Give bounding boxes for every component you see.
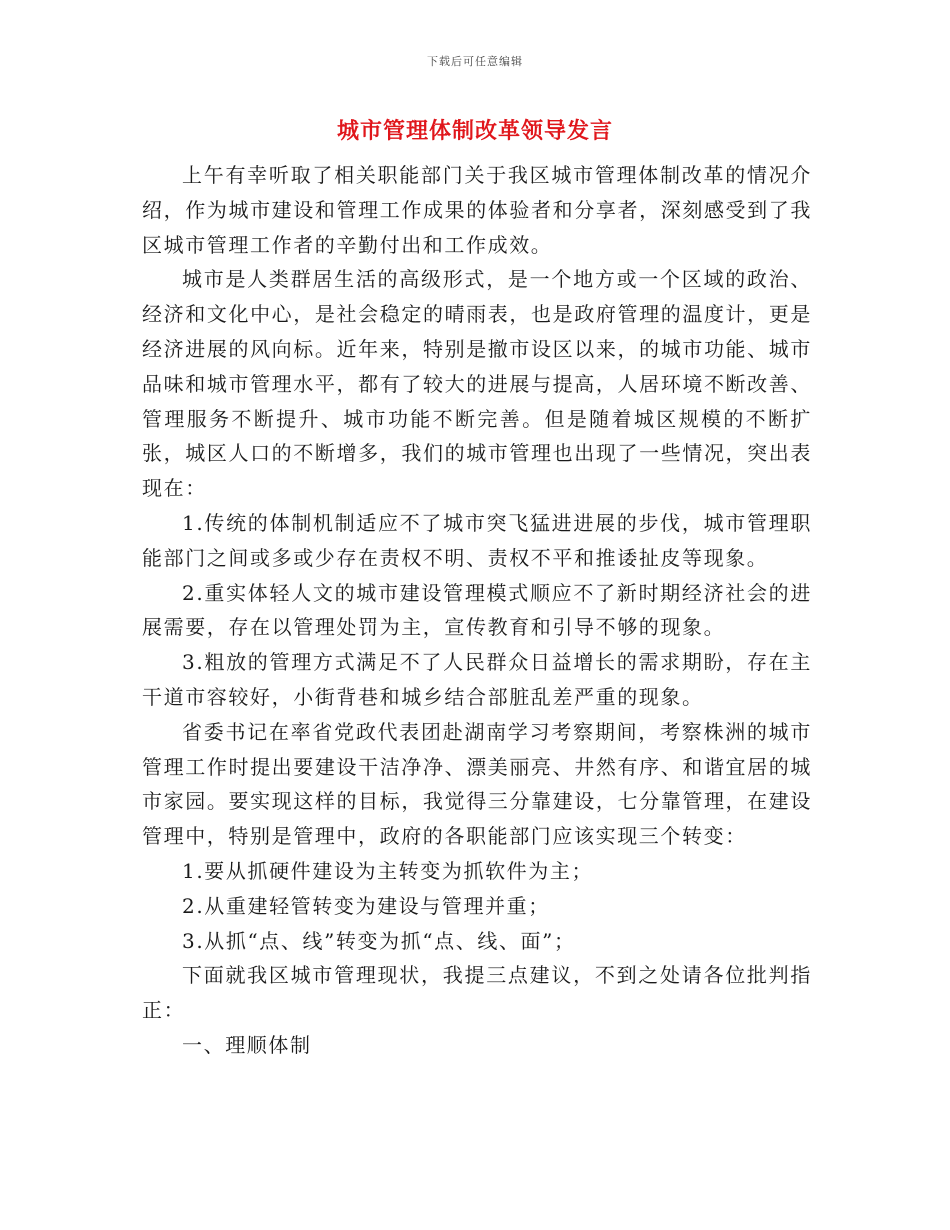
paragraph-shift-2: 2.从重建轻管转变为建设与管理并重； — [182, 893, 550, 918]
paragraph-city-overview: 城市是人类群居生活的高级形式，是一个地方或一个区域的政治、经济和文化中心，是社会稳定的晴雨表，也是政府管理的温度计，更是经济进展的风向标。近年来，特别是撤市设区以来，的城市功能、城市品味和城市管理水平，都有了较大的进展与提高，人居环境不断改善、管理服务不断提升、城市功能不断完善。但是随着城区规模的不断扩张，城区人口的不断增多，我们的城市管理也出现了一些情况，突出表现在： — [142, 267, 812, 501]
paragraph-suggestions-intro: 下面就我区城市管理现状，我提三点建议，不到之处请各位批判指正： — [142, 963, 812, 1023]
paragraph-intro: 上午有幸听取了相关职能部门关于我区城市管理体制改革的情况介绍，作为城市建设和管理工作成果的体验者和分享者，深刻感受到了我区城市管理工作者的辛勤付出和工作成效。 — [142, 163, 812, 257]
paragraph-shift-3: 3.从抓“点、线”转变为抓“点、线、面”； — [182, 928, 576, 953]
paragraph-issue-2: 2.重实体轻人文的城市建设管理模式顺应不了新时期经济社会的进展需要，存在以管理处罚为主，宣传教育和引导不够的现象。 — [142, 580, 812, 640]
document-body — [142, 158, 812, 1063]
paragraph-issue-3: 3.粗放的管理方式满足不了人民群众日益增长的需求期盼，存在主干道市容较好，小街背巷和城乡结合部脏乱差严重的现象。 — [142, 650, 812, 709]
paragraph-issue-1: 1.传统的体制机制适应不了城市突飞猛进进展的步伐，城市管理职能部门之间或多或少存在责权不明、责权不平和推诿扯皮等现象。 — [142, 510, 812, 570]
header-note: 下载后可任意编辑 — [427, 55, 523, 68]
paragraph-shift-1: 1.要从抓硬件建设为主转变为抓软件为主； — [182, 858, 594, 883]
paragraph-provincial-secretary: 省委书记在率省党政代表团赴湖南学习考察期间，考察株洲的城市管理工作时提出要建设干洁净净、漂美丽亮、井然有序、和谐宜居的城市家园。要实现这样的目标，我觉得三分靠建设，七分靠管理，在建设管理中，特别是管理中，政府的各职能部门应该实现三个转变： — [142, 719, 812, 849]
document-title: 城市管理体制改革领导发言 — [336, 118, 613, 144]
section-heading-1: 一、理顺体制 — [182, 1032, 312, 1057]
